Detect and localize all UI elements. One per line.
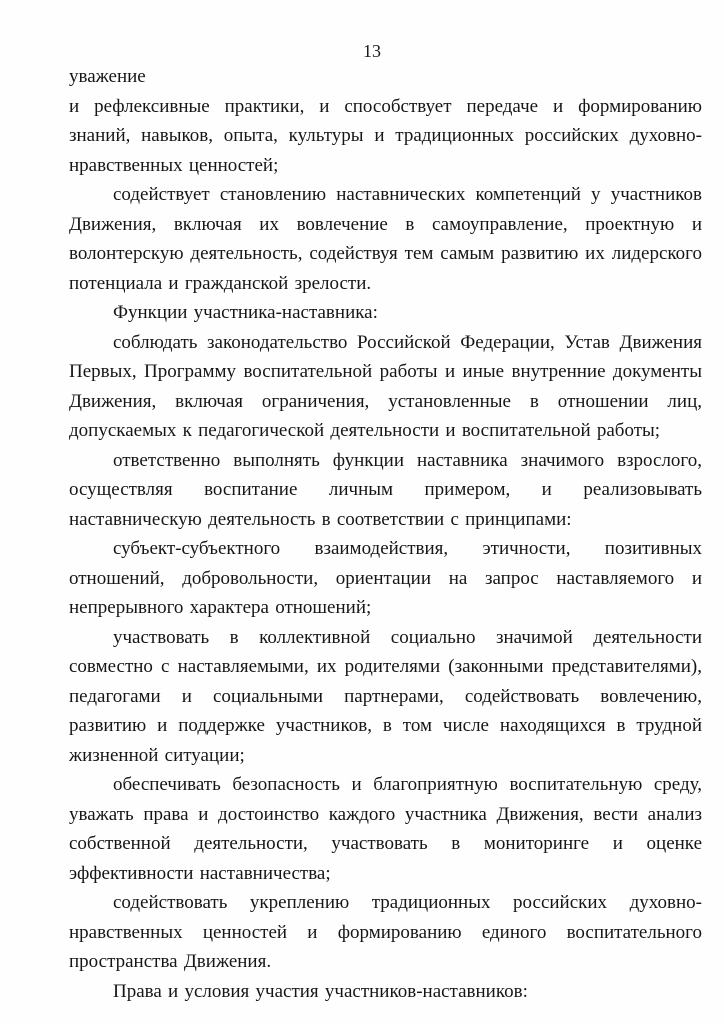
paragraph-heading: Права и условия участия участников-наставников: bbox=[113, 980, 528, 1002]
paragraph: субъект-субъектного взаимодействия, этичности, позитивных отношений, добровольности, ориентации на запрос наставляемого и непрерывного характера отношений; bbox=[69, 538, 702, 618]
paragraph: участвовать в коллективной социально значимой деятельности совместно с наставляемыми, их родителями (законными представителями), педагогами и социальными партнерами, содействовать вовлечению, развитию и поддержке участников, в том числе находящихся в трудной жизненной ситуации; bbox=[69, 626, 702, 766]
paragraph: ответственно выполнять функции наставника значимого взрослого, осуществляя воспитание личным примером, и реализовывать наставническую деятельность в соответствии с принципами: bbox=[69, 449, 702, 530]
paragraph: обеспечивать безопасность и благоприятную воспитательную среду, уважать права и достоинство каждого участника Движения, вести анализ собственной деятельности, участвовать в мониторинге и оценке эффективности наставничества; bbox=[69, 774, 702, 884]
paragraph: содействовать укреплению традиционных российских духовно-нравственных ценностей и формированию единого воспитательного пространства Движения. bbox=[69, 892, 702, 972]
paragraph: содействует становлению наставнических компетенций у участников Движения, включая их вовлечение в самоуправление, проектную и волонтерскую деятельность, содействуя тем самым развитию их лидерского потенциала и гражданской зрелости. bbox=[69, 184, 702, 294]
paragraph-heading: Функции участника-наставника: bbox=[113, 302, 378, 323]
page-number: 13 bbox=[363, 41, 381, 61]
paragraph: соблюдать законодательство Российской Федерации, Устав Движения Первых, Программу воспитательной работы и иные внутренние документы Движения, включая ограничения, установленные в отношении лиц, допускаемых к педагогической деятельности и воспитательной работы; bbox=[69, 331, 702, 441]
paragraph: и рефлексивные практики, и способствует передаче и формированию знаний, навыков, опыта, культуры и традиционных российских духовно-нравственных ценностей; bbox=[69, 95, 702, 176]
paragraph: уважение bbox=[69, 66, 146, 87]
document-body-text bbox=[69, 62, 702, 1006]
